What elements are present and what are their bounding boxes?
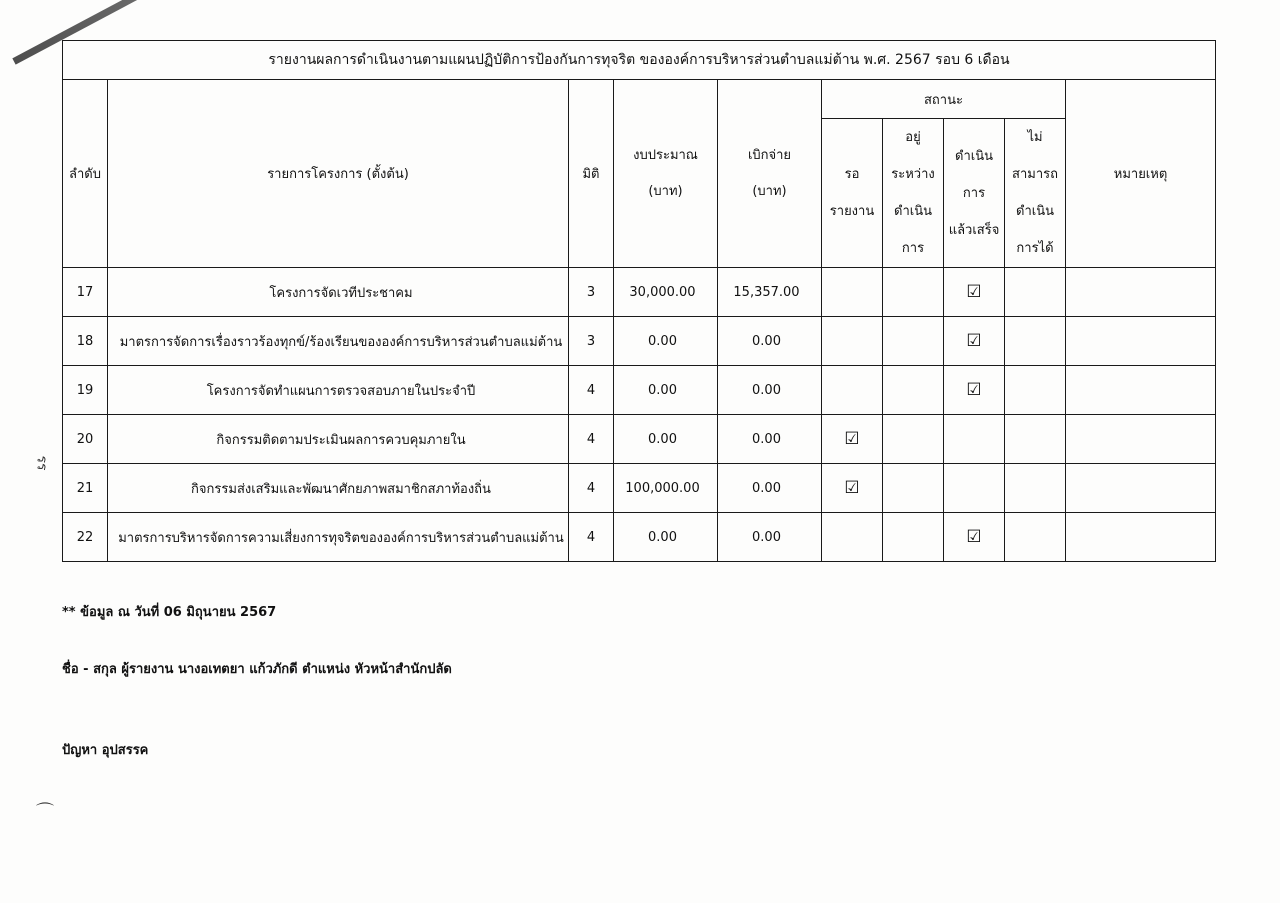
checkbox-unable-icon bbox=[1005, 513, 1066, 562]
table-row bbox=[63, 513, 1216, 562]
header-waiting: รอ รายงาน bbox=[822, 119, 883, 268]
row-budget: 100,000.00 bbox=[614, 464, 718, 513]
row-dimension: 4 bbox=[569, 464, 614, 513]
checkbox-unable-icon bbox=[1005, 415, 1066, 464]
header-status: สถานะ bbox=[822, 80, 1066, 119]
table-row bbox=[63, 464, 1216, 513]
row-project: มาตรการจัดการเรื่องราวร้องทุกข์/ร้องเรียนขององค์การบริหารส่วนตำบลแม่ต้าน bbox=[108, 317, 569, 366]
row-budget: 30,000.00 bbox=[614, 268, 718, 317]
header-budget: งบประมาณ (บาท) bbox=[614, 80, 718, 268]
checkbox-unable-icon bbox=[1005, 366, 1066, 415]
checkbox-unable-icon bbox=[1005, 317, 1066, 366]
report-title: รายงานผลการดำเนินงานตามแผนปฏิบัติการป้องกันการทุจริต ขององค์การบริหารส่วนตำบลแม่ต้าน พ.ศ. 2567 รอบ 6 เดือน bbox=[63, 41, 1216, 80]
data-date-note: ** ข้อมูล ณ วันที่ 06 มิถุนายน 2567 bbox=[62, 605, 277, 620]
row-spent: 0.00 bbox=[718, 464, 822, 513]
checkbox-done-icon bbox=[944, 464, 1005, 513]
checkbox-inprogress-icon bbox=[883, 268, 944, 317]
header-order: ลำดับ bbox=[63, 80, 108, 268]
checkbox-waiting-icon: ☑ bbox=[822, 415, 883, 464]
table-row bbox=[63, 317, 1216, 366]
row-spent: 0.00 bbox=[718, 366, 822, 415]
row-spent: 15,357.00 bbox=[718, 268, 822, 317]
checkbox-waiting-icon: ☑ bbox=[822, 464, 883, 513]
row-project: กิจกรรมส่งเสริมและพัฒนาศักยภาพสมาชิกสภาท้องถิ่น bbox=[108, 464, 569, 513]
row-dimension: 4 bbox=[569, 366, 614, 415]
row-budget: 0.00 bbox=[614, 415, 718, 464]
table-row bbox=[63, 415, 1216, 464]
table-row bbox=[63, 268, 1216, 317]
row-remark bbox=[1066, 464, 1216, 513]
header-unable: ไม่ สามารถ ดำเนิน การได้ bbox=[1005, 119, 1066, 268]
row-budget: 0.00 bbox=[614, 366, 718, 415]
checkbox-inprogress-icon bbox=[883, 464, 944, 513]
checkbox-inprogress-icon bbox=[883, 415, 944, 464]
checkbox-unable-icon bbox=[1005, 464, 1066, 513]
row-budget: 0.00 bbox=[614, 317, 718, 366]
table-row bbox=[63, 366, 1216, 415]
reporter-line: ชื่อ - สกุล ผู้รายงาน นางอเทตยา แก้วภักดี ตำแหน่ง หัวหน้าสำนักปลัด bbox=[62, 662, 452, 677]
checkbox-done-icon: ☑ bbox=[944, 268, 1005, 317]
row-spent: 0.00 bbox=[718, 317, 822, 366]
row-order: 22 bbox=[63, 513, 108, 562]
row-dimension: 4 bbox=[569, 415, 614, 464]
report-table bbox=[62, 40, 1216, 562]
header-done: ดำเนิน การ แล้วเสร็จ bbox=[944, 119, 1005, 268]
row-dimension: 4 bbox=[569, 513, 614, 562]
row-project: โครงการจัดเวทีประชาคม bbox=[108, 268, 569, 317]
checkbox-waiting-icon bbox=[822, 513, 883, 562]
checkbox-waiting-icon bbox=[822, 268, 883, 317]
checkbox-inprogress-icon bbox=[883, 317, 944, 366]
header-inprogress: อยู่ ระหว่าง ดำเนิน การ bbox=[883, 119, 944, 268]
header-spent: เบิกจ่าย (บาท) bbox=[718, 80, 822, 268]
checkbox-done-icon bbox=[944, 415, 1005, 464]
row-remark bbox=[1066, 415, 1216, 464]
problems-heading: ปัญหา อุปสรรค bbox=[62, 743, 149, 758]
checkbox-waiting-icon bbox=[822, 317, 883, 366]
row-project: โครงการจัดทำแผนการตรวจสอบภายในประจำปี bbox=[108, 366, 569, 415]
row-spent: 0.00 bbox=[718, 513, 822, 562]
margin-hook-mark: ⌒ bbox=[36, 802, 54, 823]
row-dimension: 3 bbox=[569, 268, 614, 317]
row-remark bbox=[1066, 513, 1216, 562]
row-project: มาตรการบริหารจัดการความเสี่ยงการทุจริตขององค์การบริหารส่วนตำบลแม่ต้าน bbox=[108, 513, 569, 562]
row-order: 21 bbox=[63, 464, 108, 513]
row-remark bbox=[1066, 317, 1216, 366]
row-remark bbox=[1066, 268, 1216, 317]
row-spent: 0.00 bbox=[718, 415, 822, 464]
margin-note: รร bbox=[33, 455, 50, 471]
row-order: 20 bbox=[63, 415, 108, 464]
checkbox-inprogress-icon bbox=[883, 513, 944, 562]
checkbox-unable-icon bbox=[1005, 268, 1066, 317]
header-remark: หมายเหตุ bbox=[1066, 80, 1216, 268]
checkbox-done-icon: ☑ bbox=[944, 513, 1005, 562]
row-remark bbox=[1066, 366, 1216, 415]
header-dimension: มิติ bbox=[569, 80, 614, 268]
row-dimension: 3 bbox=[569, 317, 614, 366]
row-order: 18 bbox=[63, 317, 108, 366]
checkbox-waiting-icon bbox=[822, 366, 883, 415]
row-project: กิจกรรมติดตามประเมินผลการควบคุมภายใน bbox=[108, 415, 569, 464]
checkbox-done-icon: ☑ bbox=[944, 366, 1005, 415]
row-order: 17 bbox=[63, 268, 108, 317]
row-order: 19 bbox=[63, 366, 108, 415]
checkbox-done-icon: ☑ bbox=[944, 317, 1005, 366]
checkbox-inprogress-icon bbox=[883, 366, 944, 415]
row-budget: 0.00 bbox=[614, 513, 718, 562]
header-project: รายการโครงการ (ตั้งต้น) bbox=[108, 80, 569, 268]
